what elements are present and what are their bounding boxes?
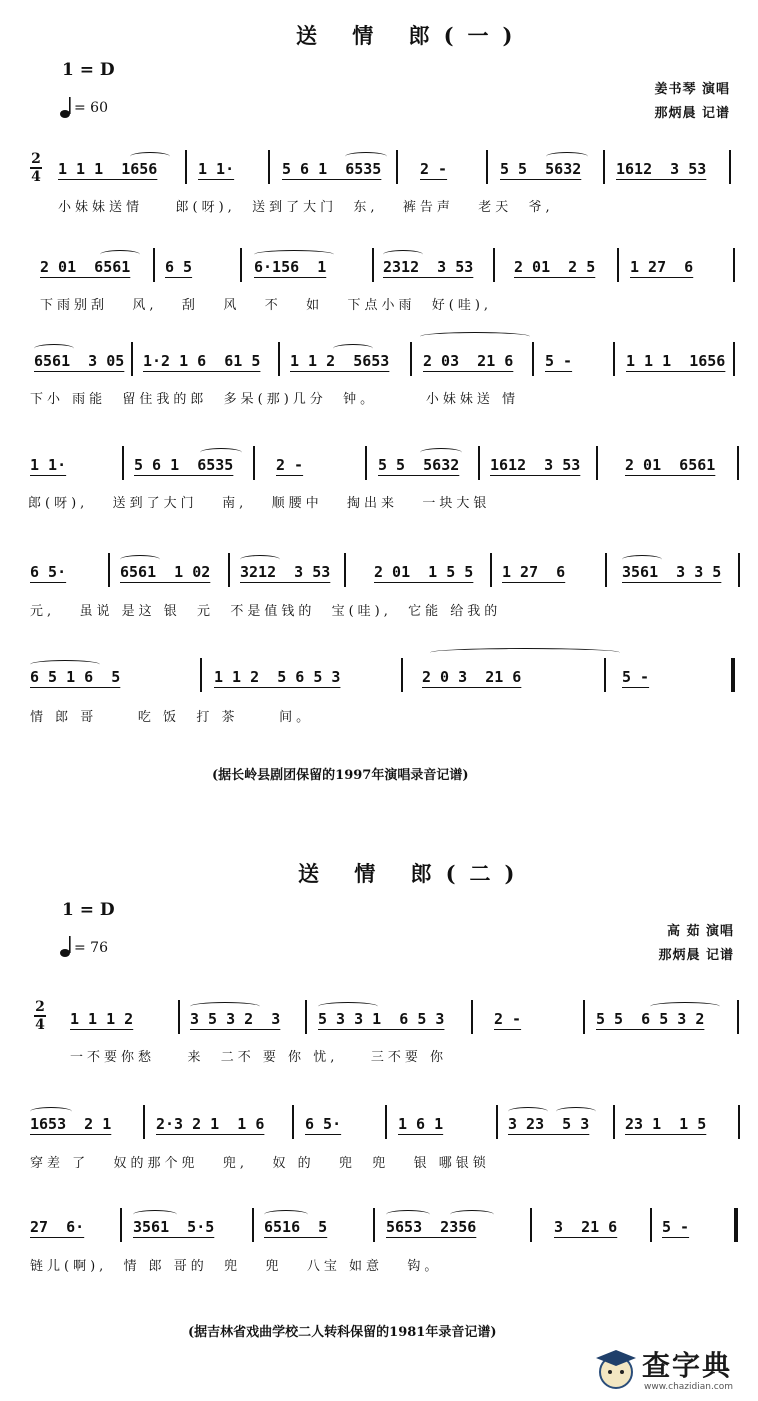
slur [622,555,662,564]
slur [383,250,423,259]
measure: 6 5 1 6 5 [30,668,121,686]
measure: 6 5· [305,1115,342,1133]
measure: 3 5 3 2 3 [190,1010,281,1028]
song1-performer: 姜书琴 演唱 [654,82,730,97]
measure: 1612 3 53 [616,160,707,178]
measure: 3212 3 53 [240,563,331,581]
measure: 3561 3 3 5 [622,563,722,581]
barline [122,446,124,480]
slur [430,648,620,657]
measure: 2 - [494,1010,522,1028]
song1-title: 送 情 郎(一) [296,23,527,48]
slur [318,1002,378,1011]
barline [253,446,255,480]
barline [344,553,346,587]
measure: 2 0 3 21 6 [422,668,522,686]
slur [120,555,160,564]
slur [420,448,462,457]
measure: 5 5 5632 [500,160,582,178]
measure: 1 27 6 [502,563,566,581]
barline [738,1105,740,1139]
song2-title: 送 情 郎(二) [298,861,529,886]
song2-key: 1 = D [62,900,115,920]
measure: 1 1 1 2 [70,1010,134,1028]
barline [108,553,110,587]
measure: 5 - [662,1218,690,1236]
measure: 6 5· [30,563,67,581]
measure: 27 6· [30,1218,85,1236]
lyrics: 情 郎 哥 吃 饭 打 茶 间。 [30,710,314,725]
song1-time-signature: 2 4 [31,151,41,185]
slur [546,152,588,161]
slur [190,1002,260,1011]
barline [613,342,615,376]
measure: 1612 3 53 [490,456,581,474]
measure: 6561 3 05 [34,352,125,370]
slur [133,1210,177,1219]
watermark-brand: 查字典 [642,1349,733,1382]
barline [268,150,270,184]
barline [605,553,607,587]
barline [372,248,374,282]
barline [490,553,492,587]
song2-transcriber: 那炳晨 记谱 [658,948,734,963]
song2-tempo: = 76 [74,940,108,956]
measure: 2 01 6561 [40,258,131,276]
slur [508,1107,548,1116]
barline [396,150,398,184]
barline [733,248,735,282]
barline [143,1105,145,1139]
slur [450,1210,494,1219]
final-barline [734,1208,738,1242]
measure: 1 1· [30,456,67,474]
barline [120,1208,122,1242]
barline [471,1000,473,1034]
measure: 2 01 6561 [625,456,716,474]
measure: 5 6 1 6535 [282,160,382,178]
slur [240,555,280,564]
measure: 2 - [276,456,304,474]
measure: 2 01 2 5 [514,258,596,276]
watermark [592,1342,754,1398]
measure: 1 1 2 5 6 5 3 [214,668,341,686]
measure: 1 6 1 [398,1115,444,1133]
barline [365,446,367,480]
lyrics: 穿差 了 奴的那个兜 兜, 奴 的 兜 兜 银 哪银锁 [30,1156,490,1171]
measure: 1 1 1 1656 [626,352,726,370]
song1-source-note: (据长岭县剧团保留的1997年演唱录音记谱) [212,768,469,783]
measure: 6·156 1 [254,258,327,276]
barline [240,248,242,282]
measure: 1 1 2 5653 [290,352,390,370]
barline [200,658,202,692]
measure: 2 03 21 6 [423,352,514,370]
barline [410,342,412,376]
barline [737,1000,739,1034]
slur [264,1210,308,1219]
measure: 5 6 1 6535 [134,456,234,474]
barline [185,150,187,184]
barline [530,1208,532,1242]
graduation-cap-icon [592,1344,640,1392]
barline [496,1105,498,1139]
barline [305,1000,307,1034]
barline [596,446,598,480]
song1-key: 1 = D [62,60,115,80]
barline [733,342,735,376]
quarter-note-icon [60,95,72,123]
slur [100,250,140,259]
barline [617,248,619,282]
barline [178,1000,180,1034]
barline [650,1208,652,1242]
song2-source-note: (据吉林省戏曲学校二人转科保留的1981年录音记谱) [188,1325,497,1340]
barline [153,248,155,282]
measure: 2 01 1 5 5 [374,563,474,581]
lyrics: 一不要你愁 来 二不 要 你 忧, 三不要 你 [70,1050,447,1065]
measure: 6516 5 [264,1218,328,1236]
slur [34,344,74,353]
measure: 5 5 5632 [378,456,460,474]
barline [401,658,403,692]
measure: 23 1 1 5 [625,1115,707,1133]
measure: 6561 1 02 [120,563,211,581]
barline [385,1105,387,1139]
slur [345,152,387,161]
barline [252,1208,254,1242]
song2-time-signature: 2 4 [35,999,45,1033]
slur [420,332,530,341]
song1-tempo: = 60 [74,100,108,116]
final-barline [731,658,735,692]
barline [278,342,280,376]
barline [613,1105,615,1139]
measure: 5653 2356 [386,1218,477,1236]
song1-transcriber: 那炳晨 记谱 [654,106,730,121]
measure: 2312 3 53 [383,258,474,276]
slur [556,1107,596,1116]
barline [292,1105,294,1139]
measure: 1 27 6 [630,258,694,276]
barline [729,150,731,184]
barline [737,446,739,480]
measure: 2 - [420,160,448,178]
lyrics: 小妹妹送情 郎(呀), 送到了大门 东, 裤告声 老天 爷, [58,200,554,215]
measure: 3561 5·5 [133,1218,215,1236]
lyrics: 链儿(啊), 情 郎 哥的 兜 兜 八宝 如意 钩。 [30,1259,442,1274]
barline [604,658,606,692]
barline [228,553,230,587]
slur [650,1002,720,1011]
measure: 5 3 3 1 6 5 3 [318,1010,445,1028]
measure: 2·3 2 1 1 6 [156,1115,265,1133]
measure: 5 - [622,668,650,686]
barline [131,342,133,376]
barline [583,1000,585,1034]
measure: 6 5 [165,258,193,276]
slur [254,250,334,259]
measure: 5 - [545,352,573,370]
slur [333,344,373,353]
lyrics: 郎(呀), 送到了大门 南, 顺腰中 掏出来 一块大银 [28,496,491,511]
barline [493,248,495,282]
barline [738,553,740,587]
barline [486,150,488,184]
slur [386,1210,430,1219]
lyrics: 下小 雨能 留住我的郎 多呆(那)几分 钟。 小妹妹送 情 [30,392,519,407]
lyrics: 元, 虽说 是这 银 元 不是值钱的 宝(哇), 它能 给我的 [30,604,502,619]
slur [130,152,170,161]
measure: 1653 2 1 [30,1115,112,1133]
song2-performer: 高 茹 演唱 [666,924,734,939]
measure: 1 1· [198,160,235,178]
measure: 5 5 6 5 3 2 [596,1010,705,1028]
measure: 1 1 1 1656 [58,160,158,178]
barline [373,1208,375,1242]
slur [30,660,100,669]
barline [603,150,605,184]
barline [532,342,534,376]
measure: 3 21 6 [554,1218,618,1236]
quarter-note-icon [60,934,72,962]
slur [30,1107,72,1116]
measure: 3 23 5 3 [508,1115,590,1133]
lyrics: 下雨别刮 风, 刮 风 不 如 下点小雨 好(哇), [40,298,493,313]
slur [200,448,242,457]
barline [478,446,480,480]
watermark-url: www.chazidian.com [644,1382,734,1392]
measure: 1·2 1 6 61 5 [143,352,261,370]
